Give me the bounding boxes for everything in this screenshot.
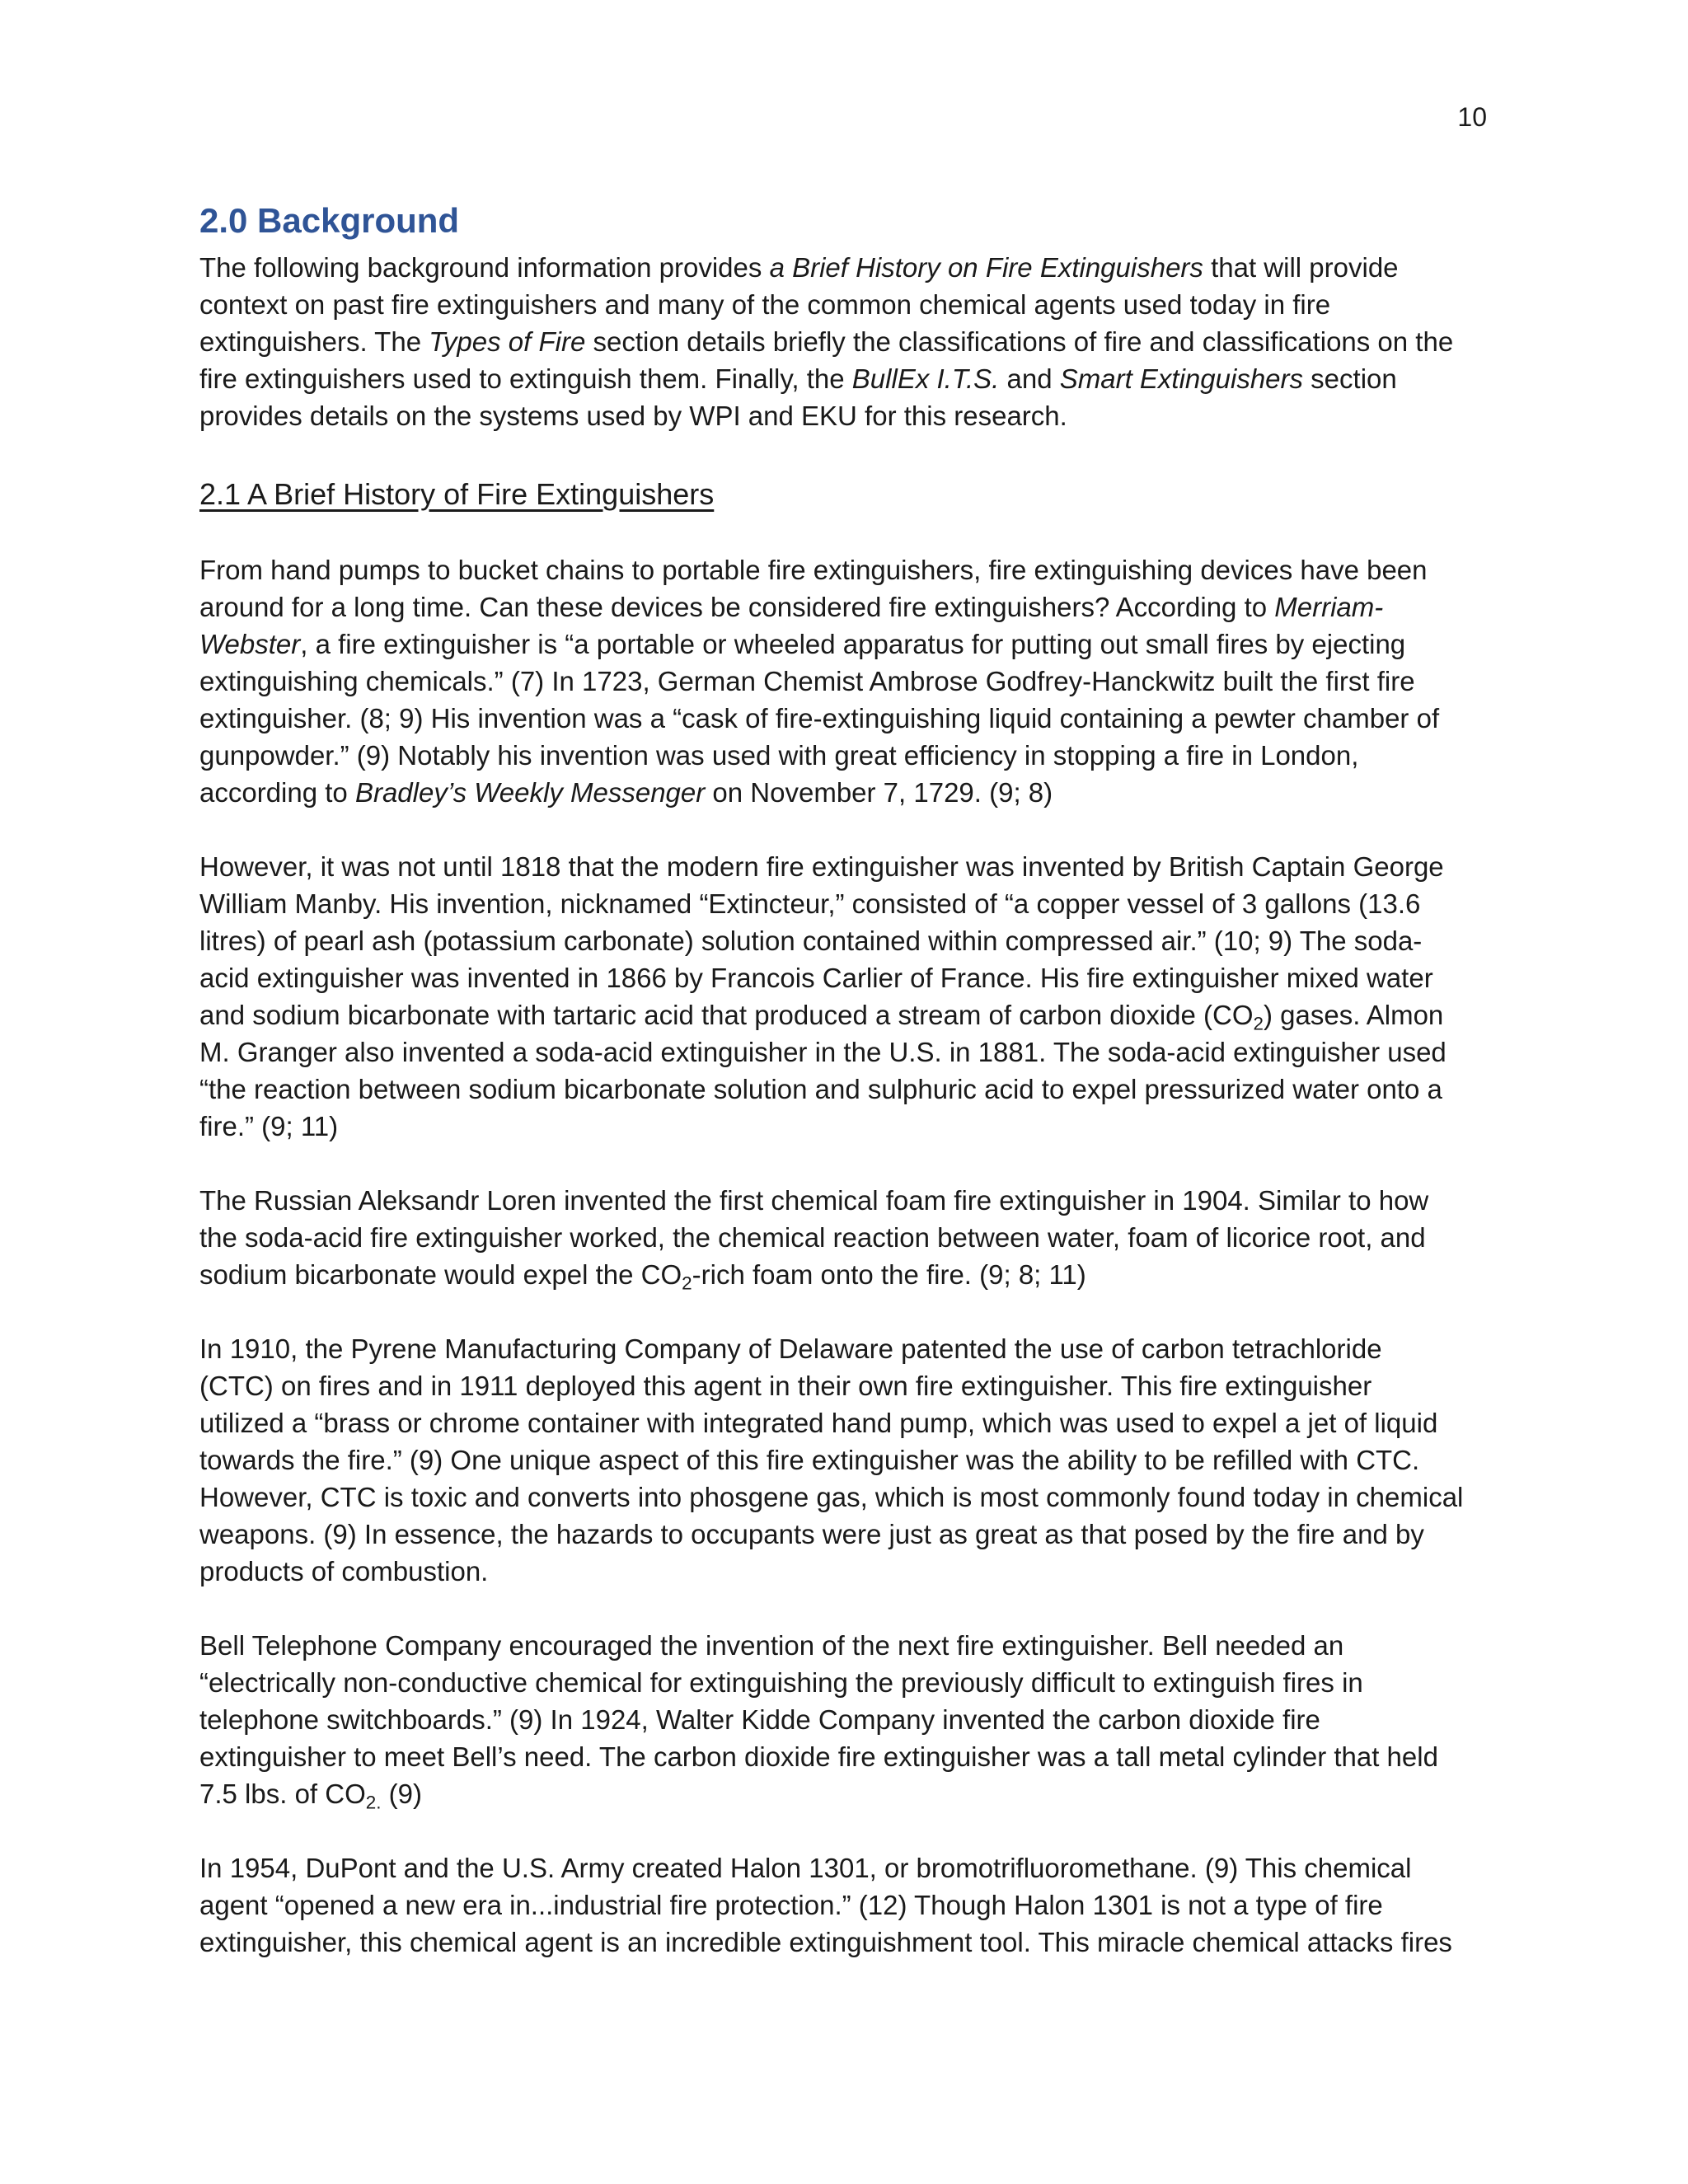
text-line: M. Granger also invented a soda-acid extinguisher in the U.S. in 1881. The soda-acid extinguisher used [199, 1037, 1447, 1067]
text-line [199, 1775, 1492, 1812]
text-line: fire.” (9; 11) [199, 1111, 339, 1141]
text-line [199, 588, 1492, 626]
text-line [199, 249, 1492, 286]
intro-paragraph [199, 249, 1492, 434]
section-heading: 2.0 Background [199, 201, 460, 240]
text-line [199, 774, 1492, 811]
text-line: However, it was not until 1818 that the modern fire extinguisher was invented by British Captain George [199, 851, 1444, 882]
italic-title: BullEx I.T.S. [851, 363, 1000, 394]
italic-title: Merriam- [1274, 592, 1384, 622]
text-line: extinguishing chemicals.” (7) In 1723, German Chemist Ambrose Godfrey-Hanckwitz built the first fire [199, 666, 1415, 696]
text-line [199, 626, 1492, 663]
text-run: -rich foam onto the fire. (9; 8; 11) [692, 1259, 1086, 1290]
paragraph-bell [199, 1627, 1492, 1812]
text-line: Bell Telephone Company encouraged the invention of the next fire extinguisher. Bell needed an [199, 1630, 1344, 1661]
text-line: “the reaction between sodium bicarbonate solution and sulphuric acid to expel pressurized water onto a [199, 1074, 1442, 1104]
text-run: , a fire extinguisher is “a portable or wheeled apparatus for putting out small fires by ejecting [300, 629, 1406, 659]
text-line: However, CTC is toxic and converts into phosgene gas, which is most commonly found today in chemical [199, 1482, 1464, 1512]
text-line: telephone switchboards.” (9) In 1924, Walter Kidde Company invented the carbon dioxide fire [199, 1704, 1320, 1735]
subscript: 2. [365, 1792, 382, 1813]
italic-title: Bradley’s Weekly Messenger [354, 777, 706, 808]
text-run: according to [199, 777, 355, 808]
text-run: around for a long time. Can these devices be considered fire extinguishers? According to [199, 592, 1275, 622]
text-line: litres) of pearl ash (potassium carbonate) solution contained within compressed air.” (10; 9) The soda- [199, 926, 1423, 956]
text-line: utilized a “brass or chrome container with integrated hand pump, which was used to expel a jet of liquid [199, 1408, 1438, 1438]
text-run: and [999, 363, 1060, 394]
subsection-heading: 2.1 A Brief History of Fire Extinguishers [199, 477, 715, 511]
paragraph-halon [199, 1849, 1492, 1961]
text-run: ) gases. Almon [1264, 1000, 1444, 1030]
text-line: the soda-acid fire extinguisher worked, the chemical reaction between water, foam of licorice root, and [199, 1222, 1426, 1253]
text-line [199, 360, 1492, 397]
italic-title: a Brief History on Fire Extinguishers [769, 252, 1203, 283]
italic-title: Webster [199, 629, 301, 659]
text-line: provides details on the systems used by WPI and EKU for this research. [199, 401, 1067, 431]
page-number: 10 [1457, 102, 1487, 132]
paragraph-hand-pumps [199, 551, 1492, 811]
text-line [199, 1256, 1492, 1293]
text-run: fire extinguishers used to extinguish them. Finally, the [199, 363, 852, 394]
text-line: In 1954, DuPont and the U.S. Army created Halon 1301, or bromotrifluoromethane. (9) This chemical [199, 1853, 1412, 1883]
text-line: agent “opened a new era in...industrial fire protection.” (12) Though Halon 1301 is not a type of fire [199, 1890, 1383, 1920]
text-line: In 1910, the Pyrene Manufacturing Company of Delaware patented the use of carbon tetrachloride [199, 1333, 1382, 1364]
text-line: gunpowder.” (9) Notably his invention was used with great efficiency in stopping a fire in London, [199, 740, 1359, 771]
text-line: From hand pumps to bucket chains to portable fire extinguishers, fire extinguishing devices have been [199, 555, 1428, 585]
text-line: (CTC) on fires and in 1911 deployed this agent in their own fire extinguisher. This fire extinguisher [199, 1371, 1372, 1401]
text-line: acid extinguisher was invented in 1866 by Francois Carlier of France. His fire extinguisher mixed water [199, 963, 1433, 993]
text-run: (9) [381, 1779, 422, 1809]
paragraph-manby [199, 848, 1492, 1145]
italic-title: Smart Extinguishers [1059, 363, 1304, 394]
text-run: 7.5 lbs. of CO [199, 1779, 366, 1809]
italic-title: Types of Fire [429, 326, 586, 357]
paragraph-pyrene [199, 1330, 1492, 1590]
subscript: 2 [1253, 1013, 1264, 1034]
text-line: The Russian Aleksandr Loren invented the first chemical foam fire extinguisher in 1904. Similar to how [199, 1185, 1429, 1216]
text-run: and sodium bicarbonate with tartaric acid that produced a stream of carbon dioxide (CO [199, 1000, 1254, 1030]
text-run: sodium bicarbonate would expel the CO [199, 1259, 682, 1290]
text-line: context on past fire extinguishers and many of the common chemical agents used today in fire [199, 289, 1331, 320]
text-run: that will provide [1203, 252, 1399, 283]
document-body [199, 198, 1492, 1961]
spacer [199, 515, 1492, 551]
paragraph-loren [199, 1182, 1492, 1293]
text-line: towards the fire.” (9) One unique aspect of this fire extinguisher was the ability to be refilled with CTC. [199, 1445, 1420, 1475]
text-run: section [1303, 363, 1397, 394]
text-run: The following background information provides [199, 252, 770, 283]
text-run: on November 7, 1729. (9; 8) [705, 777, 1053, 808]
text-line: extinguisher, this chemical agent is an incredible extinguishment tool. This miracle chemical attacks fires [199, 1927, 1452, 1957]
text-line: “electrically non-conductive chemical for extinguishing the previously difficult to extinguish fires in [199, 1667, 1363, 1698]
subscript: 2 [682, 1272, 692, 1294]
text-run: extinguishers. The [199, 326, 429, 357]
text-run: section details briefly the classifications of fire and classifications on the [585, 326, 1454, 357]
text-line: extinguisher. (8; 9) His invention was a “cask of fire-extinguishing liquid containing a pewter chamber of [199, 703, 1440, 733]
text-line [199, 996, 1492, 1033]
text-line: William Manby. His invention, nicknamed “Extincteur,” consisted of “a copper vessel of 3 gallons (13.6 [199, 888, 1421, 919]
text-line: extinguisher to meet Bell’s need. The carbon dioxide fire extinguisher was a tall metal cylinder that held [199, 1741, 1438, 1772]
text-line [199, 323, 1492, 360]
text-line: weapons. (9) In essence, the hazards to occupants were just as great as that posed by the fire and by [199, 1519, 1424, 1549]
text-line: products of combustion. [199, 1556, 489, 1586]
